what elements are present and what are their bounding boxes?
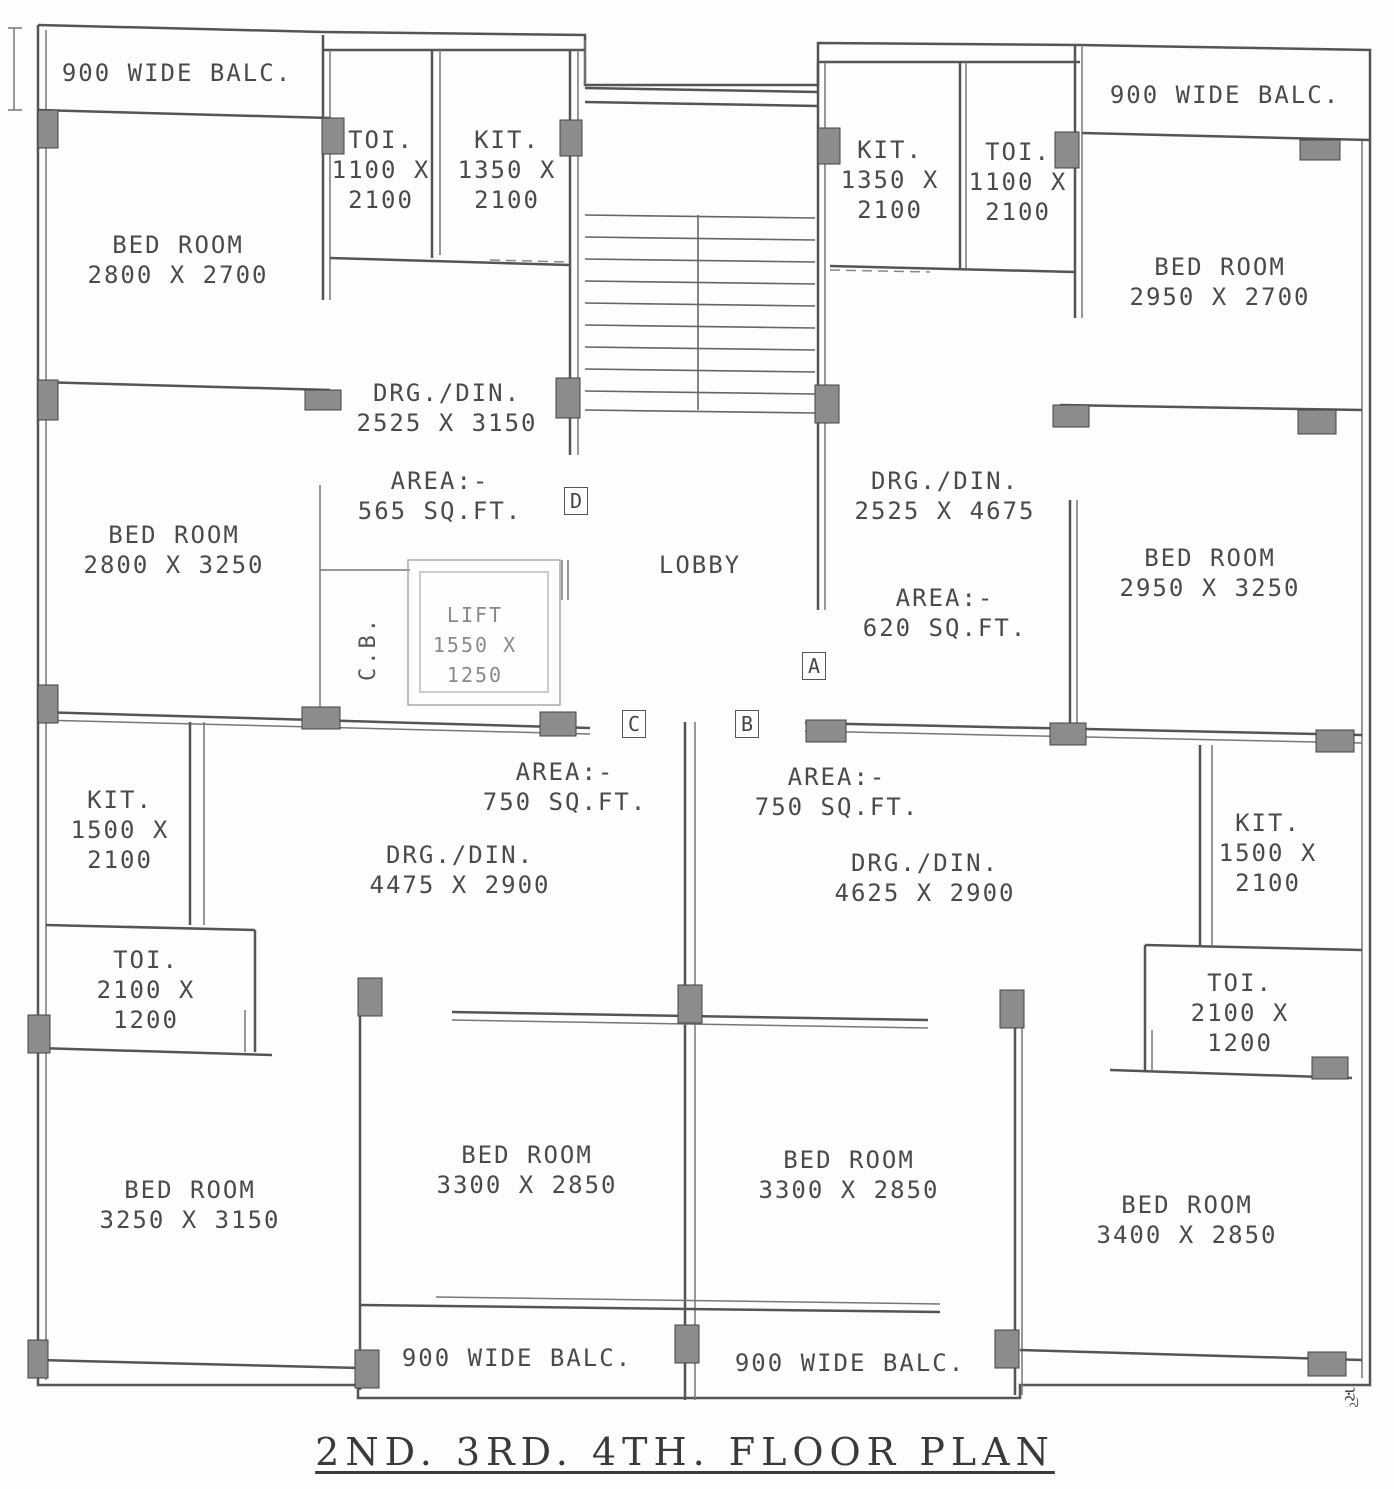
kitchen-label-bottom-right: KIT. 1500 X 2100 (1218, 809, 1318, 897)
flat-tag-b: B (735, 710, 759, 738)
lift-label: LIFT 1550 X 1250 (432, 603, 518, 687)
staircase (585, 88, 818, 413)
flat-tag-c: C (622, 710, 646, 738)
kitchen-label-top-left: KIT. 1350 X 2100 (457, 126, 557, 214)
drg-din-label-d: DRG./DIN. 2525 X 3150 (356, 379, 538, 437)
corner-mark: ಸ್ಸ (1344, 1382, 1358, 1407)
cb-label: C.B. (355, 616, 381, 681)
drg-din-label-a: DRG./DIN. 2525 X 4675 (854, 467, 1036, 525)
area-label-d: AREA:- 565 SQ.FT. (357, 467, 523, 525)
flat-tag-a: A (802, 652, 826, 680)
area-label-a: AREA:- 620 SQ.FT. (862, 584, 1028, 642)
balcony-label-bottom-right: 900 WIDE BALC. (734, 1349, 966, 1377)
bedroom-label-top-left: BED ROOM 2800 X 2700 (87, 231, 269, 289)
bedroom-label-bottom-4: BED ROOM 3400 X 2850 (1096, 1191, 1278, 1249)
toilet-label-bottom-left: TOI. 2100 X 1200 (96, 946, 196, 1034)
kitchen-label-bottom-left: KIT. 1500 X 2100 (70, 786, 170, 874)
plan-title: 2ND. 3RD. 4TH. FLOOR PLAN (315, 1430, 1055, 1474)
bedroom-label-bottom-2: BED ROOM 3300 X 2850 (436, 1141, 618, 1199)
toilet-label-top-right: TOI. 1100 X 2100 (968, 138, 1068, 226)
bedroom-label-mid-left: BED ROOM 2800 X 3250 (83, 521, 265, 579)
area-label-b: AREA:- 750 SQ.FT. (754, 763, 920, 821)
drg-din-label-b: DRG./DIN. 4625 X 2900 (834, 849, 1016, 907)
bedroom-label-bottom-1: BED ROOM 3250 X 3150 (99, 1176, 281, 1234)
drg-din-label-c: DRG./DIN. 4475 X 2900 (369, 841, 551, 899)
toilet-label-bottom-right: TOI. 2100 X 1200 (1190, 969, 1290, 1057)
kitchen-label-top-right: KIT. 1350 X 2100 (840, 136, 940, 224)
balcony-label-bottom-left: 900 WIDE BALC. (401, 1344, 633, 1372)
dimension-tick (8, 28, 22, 110)
area-label-c: AREA:- 750 SQ.FT. (482, 758, 648, 816)
balcony-label-top-left: 900 WIDE BALC. (61, 59, 293, 87)
bedroom-label-mid-right: BED ROOM 2950 X 3250 (1119, 544, 1301, 602)
balcony-label-top-right: 900 WIDE BALC. (1109, 81, 1341, 109)
lobby-label: LOBBY (658, 551, 742, 579)
bedroom-label-top-right: BED ROOM 2950 X 2700 (1129, 253, 1311, 311)
toilet-label-top-left: TOI. 1100 X 2100 (331, 126, 431, 214)
flat-tag-d: D (564, 487, 588, 515)
bedroom-label-bottom-3: BED ROOM 3300 X 2850 (758, 1146, 940, 1204)
